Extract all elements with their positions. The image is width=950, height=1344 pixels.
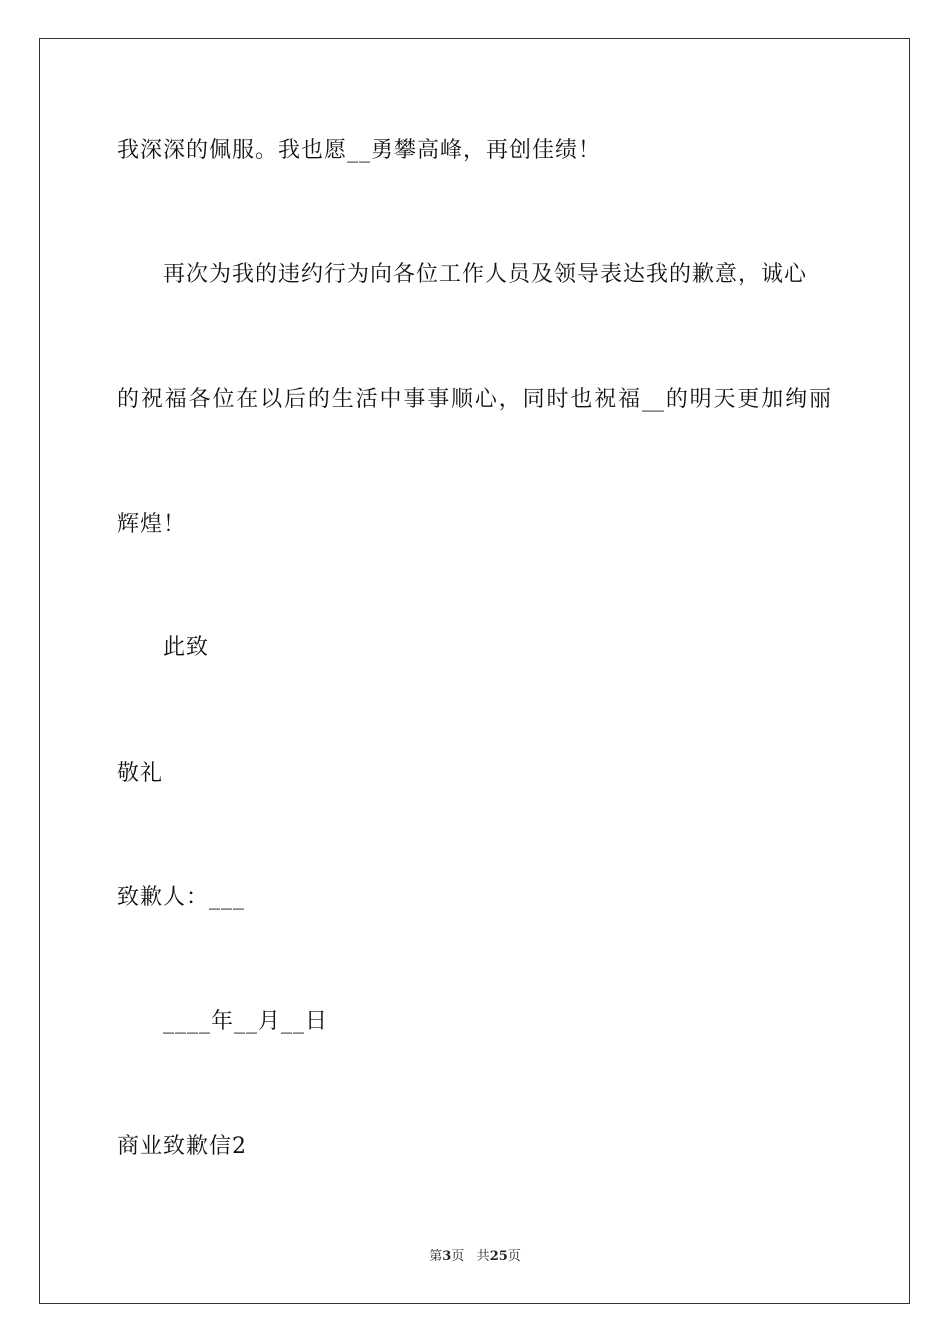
footer-prefix: 第 [429, 1249, 443, 1264]
paragraph-line-1: 我深深的佩服。我也愿__勇攀高峰，再创佳绩！ [117, 138, 602, 163]
paragraph-line-2: 再次为我的违约行为向各位工作人员及领导表达我的歉意，诚心 [163, 262, 808, 287]
signature-line: 致歉人：___ [117, 885, 246, 910]
footer-total-suffix: 页 [507, 1249, 521, 1264]
closing-regards: 敬礼 [117, 761, 164, 786]
footer-page-number: 3 [442, 1249, 452, 1264]
paragraph-line-4: 辉煌！ [117, 512, 187, 537]
footer-total-pages: 25 [489, 1249, 508, 1264]
section-heading: 商业致歉信2 [117, 1134, 247, 1159]
page-frame [39, 38, 910, 1304]
footer-total-prefix: 共 [476, 1249, 490, 1264]
closing-salutation: 此致 [163, 635, 210, 660]
page-footer [0, 1248, 950, 1266]
date-line: ____年__月__日 [163, 1009, 329, 1034]
paragraph-line-3: 的祝福各位在以后的生活中事事顺心，同时也祝福__的明天更加绚丽 [117, 387, 831, 412]
footer-page-suffix: 页 [451, 1249, 465, 1264]
